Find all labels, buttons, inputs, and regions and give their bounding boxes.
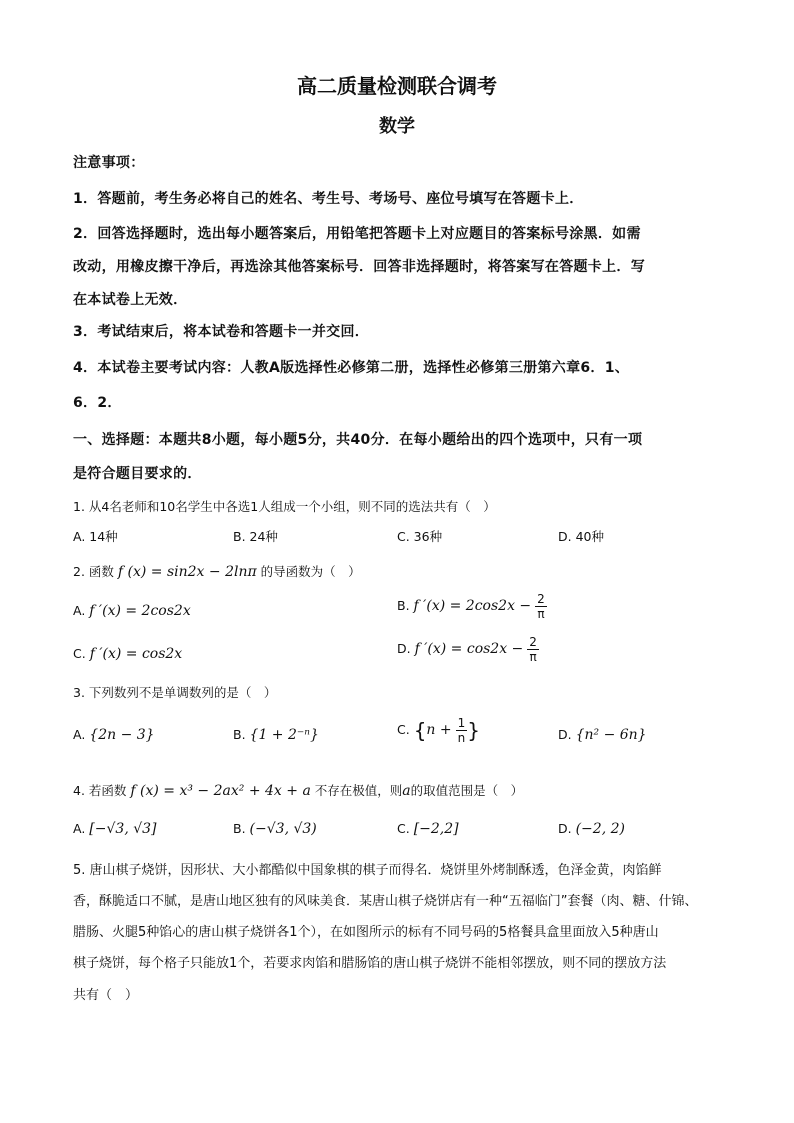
q2-option-d-fraction <box>527 635 539 664</box>
notice-item-2-cont: 改动，用橡皮擦干净后，再选涂其他答案标号．回答非选择题时，将答案写在答题卡上．写 <box>73 259 645 275</box>
q5-line-1: 5. 唐山棋子烧饼，因形状、大小都酷似中国象棋的棋子而得名．烧饼里外烤制酥透，色泽金黄，肉馅鲜 <box>73 863 662 878</box>
notice-item-2: 2．回答选择题时，选出每小题答案后，用铅笔把答题卡上对应题目的答案标号涂黑．如需 <box>73 226 641 242</box>
q4-option-c <box>397 821 459 837</box>
q2-stem <box>73 562 361 580</box>
q3-option-a <box>73 727 155 743</box>
q2-option-b-math: f ′(x) = 2cos2x − <box>413 598 532 614</box>
q5-line-5: 共有（ ） <box>73 988 139 1003</box>
notice-item-3: 3．考试结束后，将本试卷和答题卡一并交回． <box>73 324 370 340</box>
q2-option-d-math: f ′(x) = cos2x − <box>414 641 524 657</box>
notice-item-4-end: 6．2． <box>73 395 122 411</box>
q3-option-c-denominator: n <box>457 731 466 745</box>
q3-option-c-numerator: 1 <box>457 716 466 730</box>
q2-option-b-label: B. <box>397 598 410 613</box>
q3-option-d <box>558 727 647 743</box>
q2-option-d <box>397 635 539 664</box>
q2-option-c-label: C. <box>73 646 86 661</box>
q2-option-a-label: A. <box>73 603 86 618</box>
q5-line-2: 香，酥脆适口不腻，是唐山地区独有的风味美食．某唐山棋子烧饼店有一种“五福临门”套餐（肉、糖、什锦、 <box>73 894 698 909</box>
q2-option-a <box>73 603 191 619</box>
q4-stem-middle: 不存在极值，则 <box>314 783 403 798</box>
notice-item-1: 1．答题前，考生务必将自己的姓名、考生号、考场号、座位号填写在答题卡上． <box>73 191 584 207</box>
q3-option-b-label: B. <box>233 727 246 742</box>
q2-option-c-math: f ′(x) = cos2x <box>89 646 183 662</box>
q2-option-a-math: f ′(x) = 2cos2x <box>89 603 191 619</box>
q3-option-c-label: C. <box>397 722 410 737</box>
notice-heading: 注意事项： <box>73 155 145 171</box>
q4-option-c-label: C. <box>397 821 410 836</box>
q1-option-b: B. 24种 <box>233 529 278 544</box>
q2-option-b-numerator: 2 <box>537 592 545 606</box>
q3-stem: 3. 下列数列不是单调数列的是（ ） <box>73 685 277 700</box>
q5-line-3: 腊肠、火腿5种馅心的唐山棋子烧饼各1个），在如图所示的标有不同号码的5格餐具盒里面放入5种唐山 <box>73 925 659 940</box>
q4-option-b-math: (−√3, √3) <box>249 821 317 837</box>
q2-stem-suffix: 的导函数为（ ） <box>260 564 361 579</box>
subject-title: 数学 <box>379 116 415 137</box>
q2-option-c <box>73 646 182 662</box>
q2-option-b-fraction <box>535 592 547 621</box>
q3-option-c-math: n + <box>426 722 452 738</box>
q4-option-d-label: D. <box>558 821 572 836</box>
q3-option-b-math: {1 + 2⁻ⁿ} <box>249 727 319 743</box>
q1-option-c: C. 36种 <box>397 529 443 544</box>
q3-option-c-fraction <box>456 716 468 745</box>
q2-stem-prefix: 2. 函数 <box>73 564 114 579</box>
notice-item-4: 4．本试卷主要考试内容：人教A版选择性必修第二册，选择性必修第三册第六章6．1、 <box>73 360 630 376</box>
section-heading-cont: 是符合题目要求的． <box>73 466 202 482</box>
q4-variable: a <box>402 783 411 799</box>
q3-option-c-close-brace: } <box>467 718 480 743</box>
q3-option-a-label: A. <box>73 727 86 742</box>
q3-option-b <box>233 727 319 743</box>
q4-function: f (x) = x³ − 2ax² + 4x + a <box>130 783 311 799</box>
q3-option-c-open-brace: { <box>413 718 427 743</box>
q4-option-c-math: [−2,2] <box>413 821 459 837</box>
q5-line-4: 棋子烧饼，每个格子只能放1个，若要求肉馅和腊肠馅的唐山棋子烧饼不能相邻摆放，则不同的摆放方法 <box>73 956 667 971</box>
q4-option-d-math: (−2, 2) <box>575 821 625 837</box>
q2-option-d-denominator: π <box>529 650 537 664</box>
q3-option-a-math: {2n − 3} <box>89 727 155 743</box>
q2-option-b-denominator: π <box>537 607 545 621</box>
q3-option-d-label: D. <box>558 727 572 742</box>
q1-option-a: A. 14种 <box>73 529 118 544</box>
q4-option-b-label: B. <box>233 821 246 836</box>
section-heading: 一、选择题：本题共8小题，每小题5分，共40分．在每小题给出的四个选项中，只有一项 <box>73 432 643 448</box>
q1-stem: 1. 从4名老师和10名学生中各选1人组成一个小组，则不同的选法共有（ ） <box>73 499 496 514</box>
q4-stem <box>73 781 523 799</box>
q3-option-d-math: {n² − 6n} <box>575 727 647 743</box>
q2-option-b <box>397 592 547 621</box>
q4-option-b <box>233 821 317 837</box>
exam-title: 高二质量检测联合调考 <box>297 74 497 98</box>
q4-option-a <box>73 821 157 837</box>
q4-stem-suffix: 的取值范围是（ ） <box>410 783 524 798</box>
q4-option-d <box>558 821 625 837</box>
q4-option-a-label: A. <box>73 821 86 836</box>
q2-option-d-numerator: 2 <box>529 635 537 649</box>
q4-option-a-math: [−√3, √3] <box>89 821 157 837</box>
q3-option-c <box>397 716 480 745</box>
notice-item-2-end: 在本试卷上无效． <box>73 292 188 308</box>
q4-stem-prefix: 4. 若函数 <box>73 783 127 798</box>
q2-function: f (x) = sin2x − 2lnπ <box>117 564 257 580</box>
q2-option-d-label: D. <box>397 641 411 656</box>
q1-option-d: D. 40种 <box>558 529 604 544</box>
